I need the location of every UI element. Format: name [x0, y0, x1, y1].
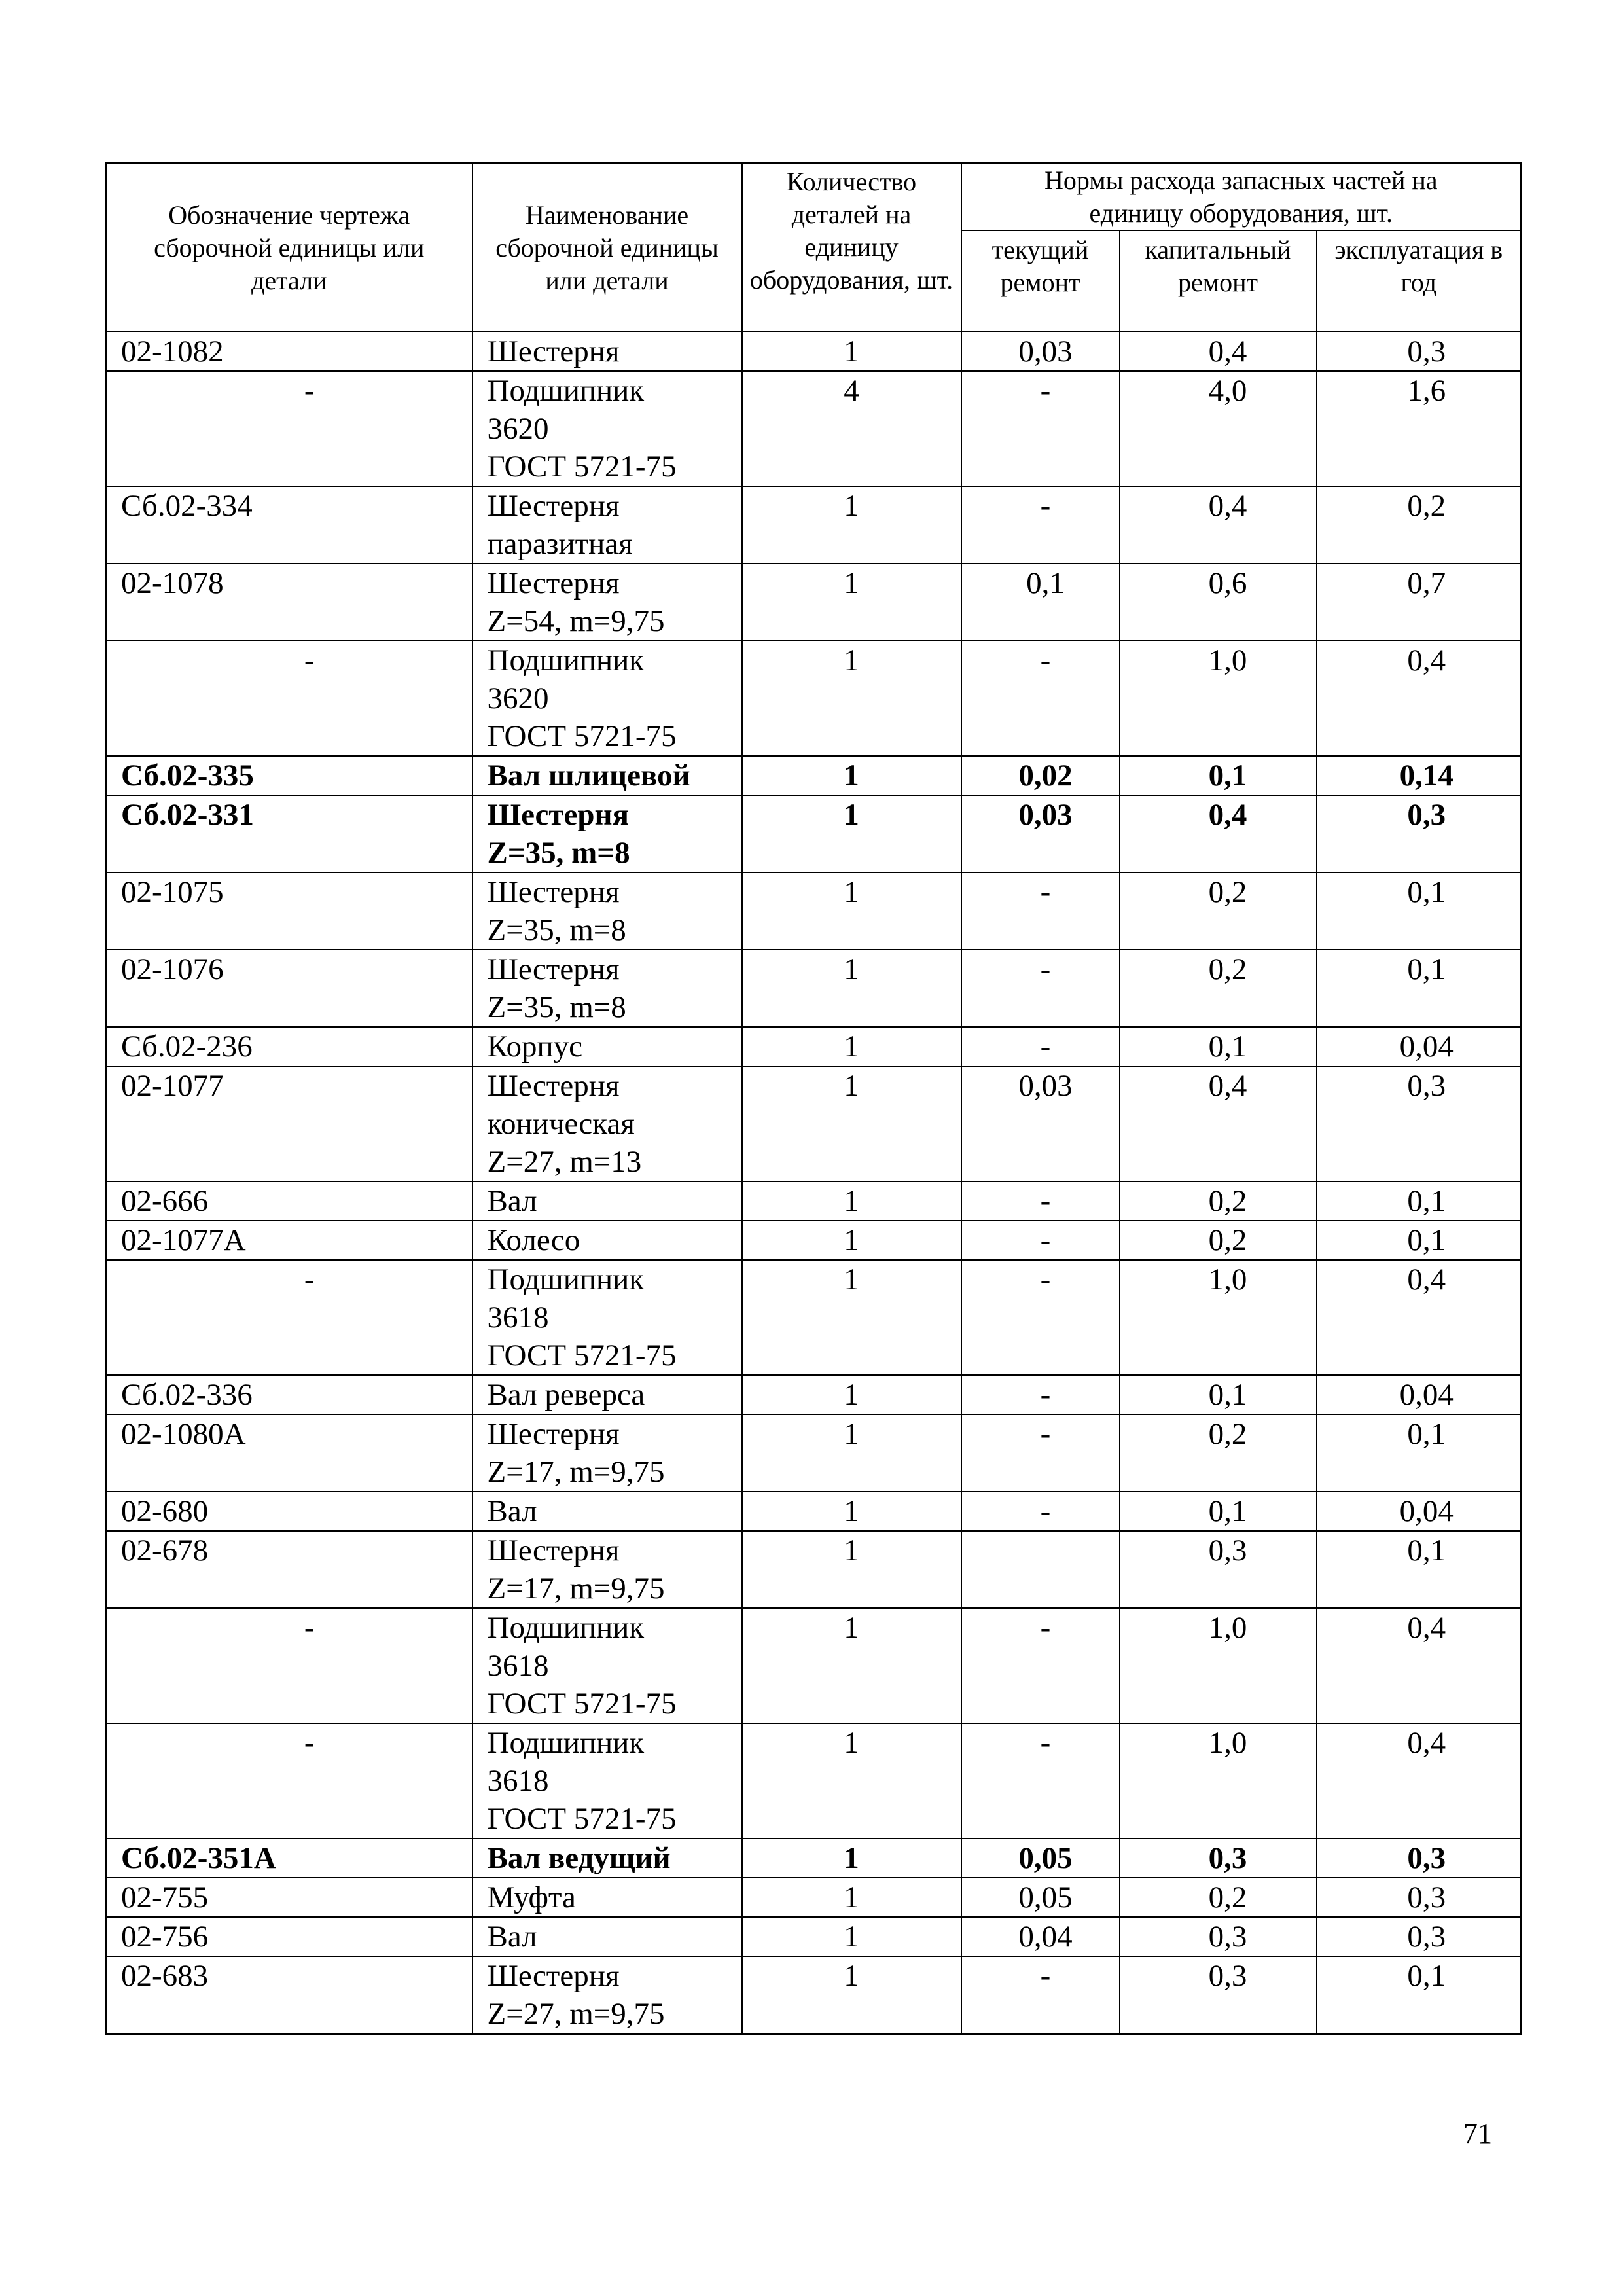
- cell-current-repair: 0,1: [961, 564, 1120, 641]
- cell-operation-year: 0,1: [1317, 1221, 1522, 1260]
- cell-qty: 4: [742, 371, 961, 486]
- cell-operation-year: 0,1: [1317, 950, 1522, 1027]
- table-row: [106, 1723, 1522, 1839]
- cell-current-repair: -: [961, 641, 1120, 756]
- cell-current-repair: -: [961, 1027, 1120, 1066]
- table-row: [106, 1066, 1522, 1181]
- cell-qty: 1: [742, 1531, 961, 1608]
- cell-qty: 1: [742, 1375, 961, 1414]
- cell-capital-repair: 0,6: [1120, 564, 1317, 641]
- cell-operation-year: 0,1: [1317, 872, 1522, 950]
- cell-capital-repair: 4,0: [1120, 371, 1317, 486]
- cell-drawing: Сб.02-331: [106, 795, 473, 872]
- cell-qty: 1: [742, 564, 961, 641]
- cell-capital-repair: 0,2: [1120, 872, 1317, 950]
- cell-drawing: Сб.02-334: [106, 486, 473, 564]
- table-row: [106, 1221, 1522, 1260]
- cell-qty: 1: [742, 1492, 961, 1531]
- cell-operation-year: 0,4: [1317, 1723, 1522, 1839]
- cell-drawing: 02-1078: [106, 564, 473, 641]
- table-row: [106, 641, 1522, 756]
- cell-name: Шестерня коническая Z=27, m=13: [473, 1066, 742, 1181]
- cell-name: Шестерня Z=17, m=9,75: [473, 1531, 742, 1608]
- cell-current-repair: -: [961, 1221, 1120, 1260]
- cell-current-repair: 0,03: [961, 332, 1120, 371]
- cell-drawing: 02-1077А: [106, 1221, 473, 1260]
- cell-capital-repair: 0,1: [1120, 1492, 1317, 1531]
- table-row: [106, 1531, 1522, 1608]
- cell-name: Шестерня Z=35, m=8: [473, 872, 742, 950]
- cell-capital-repair: 0,4: [1120, 332, 1317, 371]
- table-row: [106, 872, 1522, 950]
- table-row: [106, 1492, 1522, 1531]
- cell-qty: 1: [742, 1878, 961, 1917]
- cell-capital-repair: 0,4: [1120, 1066, 1317, 1181]
- cell-qty: 1: [742, 1066, 961, 1181]
- cell-operation-year: 0,04: [1317, 1375, 1522, 1414]
- header-qty: Количество деталей на единицу оборудования, шт.: [742, 164, 961, 332]
- cell-name: Вал шлицевой: [473, 756, 742, 795]
- cell-capital-repair: 0,2: [1120, 1878, 1317, 1917]
- cell-name: Шестерня: [473, 332, 742, 371]
- cell-operation-year: 0,3: [1317, 1066, 1522, 1181]
- cell-current-repair: -: [961, 1723, 1120, 1839]
- cell-drawing: -: [106, 641, 473, 756]
- cell-qty: 1: [742, 1181, 961, 1221]
- cell-drawing: Сб.02-335: [106, 756, 473, 795]
- cell-current-repair: 0,03: [961, 795, 1120, 872]
- cell-capital-repair: 0,3: [1120, 1839, 1317, 1878]
- cell-current-repair: -: [961, 1375, 1120, 1414]
- cell-qty: 1: [742, 486, 961, 564]
- cell-operation-year: 0,04: [1317, 1492, 1522, 1531]
- cell-drawing: 02-666: [106, 1181, 473, 1221]
- cell-operation-year: 0,3: [1317, 1878, 1522, 1917]
- cell-drawing: 02-1075: [106, 872, 473, 950]
- cell-capital-repair: 0,1: [1120, 1375, 1317, 1414]
- cell-current-repair: -: [961, 371, 1120, 486]
- cell-drawing: Сб.02-351А: [106, 1839, 473, 1878]
- cell-name: Шестерня Z=54, m=9,75: [473, 564, 742, 641]
- cell-name: Шестерня паразитная: [473, 486, 742, 564]
- table-row: [106, 564, 1522, 641]
- cell-qty: 1: [742, 1221, 961, 1260]
- cell-drawing: 02-756: [106, 1917, 473, 1956]
- cell-capital-repair: 1,0: [1120, 1608, 1317, 1723]
- cell-drawing: 02-678: [106, 1531, 473, 1608]
- cell-name: Вал реверса: [473, 1375, 742, 1414]
- cell-qty: 1: [742, 1839, 961, 1878]
- cell-qty: 1: [742, 1917, 961, 1956]
- table-body: [106, 332, 1522, 2034]
- cell-name: Подшипник 3620 ГОСТ 5721-75: [473, 371, 742, 486]
- cell-capital-repair: 0,3: [1120, 1917, 1317, 1956]
- cell-drawing: 02-755: [106, 1878, 473, 1917]
- cell-operation-year: 1,6: [1317, 371, 1522, 486]
- table-row: [106, 332, 1522, 371]
- cell-operation-year: 0,1: [1317, 1531, 1522, 1608]
- cell-qty: 1: [742, 872, 961, 950]
- header-operation-year: эксплуатация в год: [1317, 230, 1522, 332]
- cell-operation-year: 0,4: [1317, 1608, 1522, 1723]
- cell-name: Вал: [473, 1492, 742, 1531]
- header-name: Наименование сборочной единицы или детали: [473, 164, 742, 332]
- cell-capital-repair: 0,4: [1120, 486, 1317, 564]
- cell-name: Шестерня Z=27, m=9,75: [473, 1956, 742, 2034]
- table-row: [106, 371, 1522, 486]
- table-row: [106, 795, 1522, 872]
- cell-qty: 1: [742, 1723, 961, 1839]
- cell-operation-year: 0,3: [1317, 795, 1522, 872]
- table-row: [106, 1375, 1522, 1414]
- page-number: 71: [1463, 2117, 1492, 2149]
- cell-operation-year: 0,1: [1317, 1956, 1522, 2034]
- table-row: [106, 486, 1522, 564]
- cell-name: Подшипник 3618 ГОСТ 5721-75: [473, 1723, 742, 1839]
- spare-parts-table: [105, 162, 1522, 2035]
- cell-name: Колесо: [473, 1221, 742, 1260]
- cell-current-repair: 0,02: [961, 756, 1120, 795]
- cell-capital-repair: 0,2: [1120, 950, 1317, 1027]
- cell-qty: 1: [742, 1608, 961, 1723]
- cell-name: Муфта: [473, 1878, 742, 1917]
- table-row: [106, 1917, 1522, 1956]
- cell-drawing: 02-680: [106, 1492, 473, 1531]
- table-row: [106, 756, 1522, 795]
- cell-operation-year: 0,3: [1317, 1917, 1522, 1956]
- cell-current-repair: -: [961, 1492, 1120, 1531]
- header-norms: Нормы расхода запасных частей на единицу оборудования, шт.: [961, 164, 1522, 231]
- cell-name: Подшипник 3618 ГОСТ 5721-75: [473, 1608, 742, 1723]
- cell-name: Вал: [473, 1917, 742, 1956]
- cell-name: Шестерня Z=35, m=8: [473, 950, 742, 1027]
- cell-qty: 1: [742, 756, 961, 795]
- cell-qty: 1: [742, 641, 961, 756]
- cell-drawing: 02-683: [106, 1956, 473, 2034]
- table-row: [106, 950, 1522, 1027]
- cell-name: Подшипник 3618 ГОСТ 5721-75: [473, 1260, 742, 1375]
- header-current-repair: текущий ремонт: [961, 230, 1120, 332]
- header-capital-repair: капитальный ремонт: [1120, 230, 1317, 332]
- cell-operation-year: 0,04: [1317, 1027, 1522, 1066]
- cell-name: Шестерня Z=17, m=9,75: [473, 1414, 742, 1492]
- cell-qty: 1: [742, 795, 961, 872]
- cell-qty: 1: [742, 950, 961, 1027]
- cell-drawing: -: [106, 1608, 473, 1723]
- cell-qty: 1: [742, 1260, 961, 1375]
- table-row: [106, 1878, 1522, 1917]
- cell-current-repair: -: [961, 1181, 1120, 1221]
- cell-current-repair: 0,05: [961, 1878, 1120, 1917]
- cell-operation-year: 0,4: [1317, 641, 1522, 756]
- cell-capital-repair: 0,2: [1120, 1221, 1317, 1260]
- table-row: [106, 1414, 1522, 1492]
- cell-current-repair: -: [961, 1956, 1120, 2034]
- cell-capital-repair: 1,0: [1120, 1260, 1317, 1375]
- table-row: [106, 1608, 1522, 1723]
- cell-drawing: -: [106, 371, 473, 486]
- cell-operation-year: 0,7: [1317, 564, 1522, 641]
- cell-operation-year: 0,4: [1317, 1260, 1522, 1375]
- cell-capital-repair: 0,3: [1120, 1956, 1317, 2034]
- cell-name: Корпус: [473, 1027, 742, 1066]
- cell-qty: 1: [742, 332, 961, 371]
- cell-capital-repair: 1,0: [1120, 641, 1317, 756]
- cell-qty: 1: [742, 1027, 961, 1066]
- cell-drawing: 02-1082: [106, 332, 473, 371]
- table-row: [106, 1027, 1522, 1066]
- cell-capital-repair: 0,4: [1120, 795, 1317, 872]
- cell-drawing: -: [106, 1260, 473, 1375]
- header-drawing: Обозначение чертежа сборочной единицы или детали: [106, 164, 473, 332]
- cell-drawing: Сб.02-236: [106, 1027, 473, 1066]
- cell-operation-year: 0,1: [1317, 1414, 1522, 1492]
- cell-current-repair: 0,03: [961, 1066, 1120, 1181]
- cell-operation-year: 0,3: [1317, 1839, 1522, 1878]
- cell-drawing: -: [106, 1723, 473, 1839]
- cell-capital-repair: 0,2: [1120, 1181, 1317, 1221]
- cell-operation-year: 0,2: [1317, 486, 1522, 564]
- cell-drawing: 02-1076: [106, 950, 473, 1027]
- cell-capital-repair: 0,2: [1120, 1414, 1317, 1492]
- cell-current-repair: -: [961, 1608, 1120, 1723]
- cell-drawing: Сб.02-336: [106, 1375, 473, 1414]
- cell-capital-repair: 0,3: [1120, 1531, 1317, 1608]
- cell-current-repair: 0,04: [961, 1917, 1120, 1956]
- cell-capital-repair: 0,1: [1120, 756, 1317, 795]
- cell-operation-year: 0,3: [1317, 332, 1522, 371]
- cell-current-repair: -: [961, 1260, 1120, 1375]
- cell-current-repair: -: [961, 872, 1120, 950]
- cell-current-repair: -: [961, 486, 1120, 564]
- table-row: [106, 1956, 1522, 2034]
- cell-current-repair: -: [961, 1414, 1120, 1492]
- cell-name: Вал: [473, 1181, 742, 1221]
- cell-current-repair: -: [961, 950, 1120, 1027]
- table-row: [106, 1260, 1522, 1375]
- cell-qty: 1: [742, 1414, 961, 1492]
- cell-capital-repair: 0,1: [1120, 1027, 1317, 1066]
- cell-operation-year: 0,1: [1317, 1181, 1522, 1221]
- cell-name: Подшипник 3620 ГОСТ 5721-75: [473, 641, 742, 756]
- cell-operation-year: 0,14: [1317, 756, 1522, 795]
- cell-capital-repair: 1,0: [1120, 1723, 1317, 1839]
- cell-name: Вал ведущий: [473, 1839, 742, 1878]
- table-row: [106, 1839, 1522, 1878]
- cell-name: Шестерня Z=35, m=8: [473, 795, 742, 872]
- table-row: [106, 1181, 1522, 1221]
- cell-current-repair: [961, 1531, 1120, 1608]
- cell-drawing: 02-1077: [106, 1066, 473, 1181]
- cell-drawing: 02-1080А: [106, 1414, 473, 1492]
- cell-qty: 1: [742, 1956, 961, 2034]
- cell-current-repair: 0,05: [961, 1839, 1120, 1878]
